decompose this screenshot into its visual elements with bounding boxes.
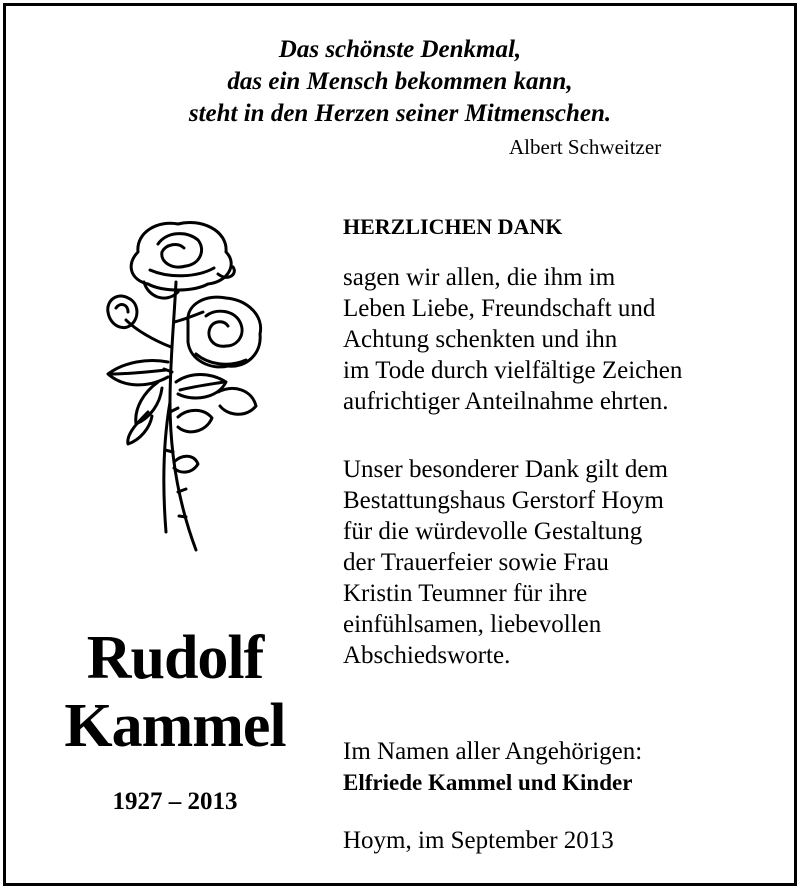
quote-line: Das schönste Denkmal,: [278, 36, 522, 63]
text-line: Bestattungshaus Gerstorf Hoym: [343, 487, 664, 514]
first-name: Rudolf: [86, 624, 264, 692]
text-line: im Tode durch vielfältige Zeichen: [343, 357, 683, 384]
text-line: Kristin Teumner für ihre: [343, 580, 588, 607]
text-line: aufrichtiger Anteilnahme ehrten.: [343, 388, 669, 415]
text-line: einfühlsamen, liebevollen: [343, 611, 602, 638]
signature-intro: Im Namen aller Angehörigen:: [343, 738, 643, 765]
deceased-name: [10, 624, 340, 760]
signature-names: Elfriede Kammel und Kinder: [343, 770, 633, 795]
quote-line: steht in den Herzen seiner Mitmenschen.: [188, 100, 612, 127]
text-line: Leben Liebe, Freundschaft und: [343, 295, 656, 322]
thanks-paragraph-2: [343, 454, 668, 671]
text-line: Unser besonderer Dank gilt dem: [343, 456, 668, 483]
text-line: Achtung schenkten und ihn: [343, 326, 618, 353]
quote-line: das ein Mensch bekommen kann,: [227, 68, 573, 95]
text-line: für die würdevolle Gestaltung: [343, 518, 643, 545]
text-line: sagen wir allen, die ihm im: [343, 264, 616, 291]
rose-icon: [78, 212, 278, 562]
text-line: der Trauerfeier sowie Frau: [343, 549, 609, 576]
signature: [343, 736, 642, 798]
quote: [0, 34, 800, 130]
thanks-heading: HERZLICHEN DANK: [343, 214, 563, 239]
quote-author: Albert Schweitzer: [509, 135, 662, 159]
life-years: 1927 – 2013: [112, 788, 238, 815]
last-name: Kammel: [64, 692, 286, 760]
thanks-paragraph-1: [343, 262, 682, 417]
place-date: Hoym, im September 2013: [343, 827, 614, 854]
text-line: Abschiedsworte.: [343, 642, 511, 669]
